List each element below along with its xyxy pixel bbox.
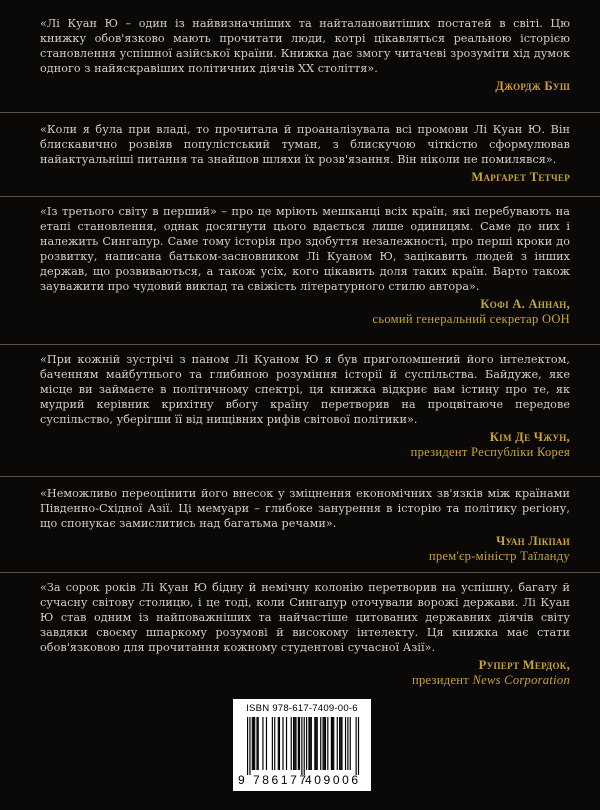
barcode-bar [266, 717, 267, 770]
quote-attribution [40, 658, 570, 688]
quote-2 [40, 122, 570, 185]
barcode-bar [308, 717, 309, 770]
quote-3 [40, 204, 570, 327]
quote-author: Джордж Буш [495, 79, 570, 93]
isbn-label: ISBN 978-617-7409-00-6 [246, 703, 358, 714]
barcode-bar [274, 717, 275, 770]
barcode-bar [304, 717, 305, 775]
quote-text: «Лі Куан Ю – один із найвизначніших та найталановитіших постатей в світі. Цю книжку обов'язково мають прочитати люди, котрі цікавляться реальною історією становлення успішної азійської країни. Книжка дає змогу читачеві зрозуміти хід думок одного з найяскравіших політичних діячів XX століття». [40, 17, 570, 75]
barcode-bar [315, 717, 316, 770]
quote-text: «Із третього світу в перший» – про це мріють мешканці всіх країн, які перебувають на етапі становлення, однак досягнути цього вдається лише одиницям. Саме до них і належить Сингапур. Саме тому історія про здобуття незалежності, про перші кроки до розвитку, написана батьком-засновником Лі Куаном Ю, зацікавить людей з інших держав, що розвиваються, а також усіх, кого цікавить доля таких країн. Варто також зауважити про чудовий виклад та свіжість літературного стилю автора». [40, 205, 570, 293]
barcode-bar [272, 717, 273, 770]
divider [0, 476, 600, 477]
quote-attribution [40, 79, 570, 94]
barcode-bar [350, 717, 351, 770]
barcode-bar [253, 717, 254, 770]
quote-author: Кофі А. Аннан, [480, 297, 570, 311]
barcode-bar [340, 717, 341, 770]
barcode-bar [249, 717, 250, 775]
barcode-bar [324, 717, 325, 770]
barcode-bar [310, 717, 311, 770]
barcode-bar [301, 717, 302, 775]
barcode-bar [298, 717, 299, 770]
quote-1 [40, 16, 570, 94]
barcode-bar [306, 717, 307, 770]
quote-4 [40, 352, 570, 460]
barcode-bar [317, 717, 318, 770]
barcode-bar [347, 717, 348, 770]
quote-text: «При кожній зустрічі з паном Лі Куаном Ю я був приголомшений його інтелектом, баченням майбутнього та глибиною розуміння історії й суспільства. Байдуже, яке місце ви займаєте в політичному спектрі, ця книжка відкриє вам істину про те, як мудрий керівник крихітну вбогу країну перетворив на процвітаюче передове суспільство, уберігши її від нищівних рифів світової політики». [40, 353, 570, 426]
quote-text: «Коли я була при владі, то прочитала й проаналізувала всі промови Лі Куан Ю. Він блискавично розвіяв популістський туман, з блискучою чіткістю сформулював найактуальніші питання та знайшов шляхи їх розв'язання. Він ніколи не помилявся». [40, 123, 570, 166]
quote-attribution [40, 430, 570, 460]
quote-author: Руперт Мердок, [478, 658, 570, 672]
barcode-bar [282, 717, 283, 770]
quote-text: «Неможливо переоцінити його внесок у зміцнення економічних зв'язків між країнами Південно-Східної Азії. Ці мемуари – глибоке занурення в історію та політику регіону, що спонукає замислитись над багатьма речами». [40, 487, 570, 530]
barcode-bar [247, 717, 248, 775]
barcode-bar [358, 717, 359, 775]
quote-author-role: прем'єр-міністр Таїланду [428, 549, 570, 563]
quote-5 [40, 486, 570, 564]
barcode-bar [327, 717, 328, 770]
barcode-bar [256, 717, 257, 770]
barcode-bar [295, 717, 296, 770]
quote-author: Маргарет Тетчер [471, 170, 570, 184]
barcode-bar [291, 717, 292, 770]
barcode-bar [325, 717, 326, 770]
quote-attribution [40, 534, 570, 564]
barcode-bars [233, 717, 371, 775]
barcode-bar [311, 717, 312, 770]
barcode-bar [333, 717, 334, 770]
divider [0, 572, 600, 573]
barcode-digits-left: 786177 [253, 773, 309, 787]
barcode-bar [278, 717, 279, 770]
barcode-bar [339, 717, 340, 770]
quote-author-role: сьомий генеральний секретар ООН [372, 312, 570, 326]
barcode-bar [341, 717, 342, 770]
quote-text: «За сорок років Лі Куан Ю бідну й немічну колонію перетворив на успішну, багату й сучасну світову столицю, і це тоді, коли Сингапур оточували ворожі держави. Лі Куан Ю став одним із найповажніших та найчастіше цитованих державних діячів світу завдяки своєму шпаркому розумові й високому інтелекту. Ця книжка має стати обов'язковою для прочитання кожному студентові сучасної Азії». [40, 581, 570, 654]
quote-attribution [40, 170, 570, 185]
barcode-bar [345, 717, 346, 770]
divider [0, 344, 600, 345]
barcode-bar [332, 717, 333, 770]
barcode-bar [320, 717, 321, 770]
barcode-digits-right: 409006 [305, 773, 361, 787]
barcode-bar [252, 717, 253, 770]
quote-author: Чуан Лікпаи [496, 534, 570, 548]
barcode-bar [254, 717, 255, 770]
barcode-digit-first: 9 [238, 773, 245, 787]
barcode-bar [299, 717, 300, 770]
barcode-bar [314, 717, 315, 770]
divider [0, 112, 600, 113]
quote-6 [40, 580, 570, 688]
quote-author: Кім Де Чжун, [489, 430, 570, 444]
barcode-bar [356, 717, 357, 775]
barcode-bar [262, 717, 263, 770]
barcode-bar [293, 717, 294, 770]
isbn-barcode [233, 699, 371, 791]
barcode-bar [286, 717, 287, 770]
quote-author-role: президент News Corporation [412, 673, 570, 687]
barcode-bar [337, 717, 338, 770]
barcode-bar [279, 717, 280, 770]
divider [0, 196, 600, 197]
barcode-bar [258, 717, 259, 770]
quote-attribution [40, 297, 570, 327]
barcode-bar [323, 717, 324, 770]
barcode-bar [331, 717, 332, 770]
barcode-bar [294, 717, 295, 770]
quote-author-role: президент Республіки Корея [410, 445, 570, 459]
